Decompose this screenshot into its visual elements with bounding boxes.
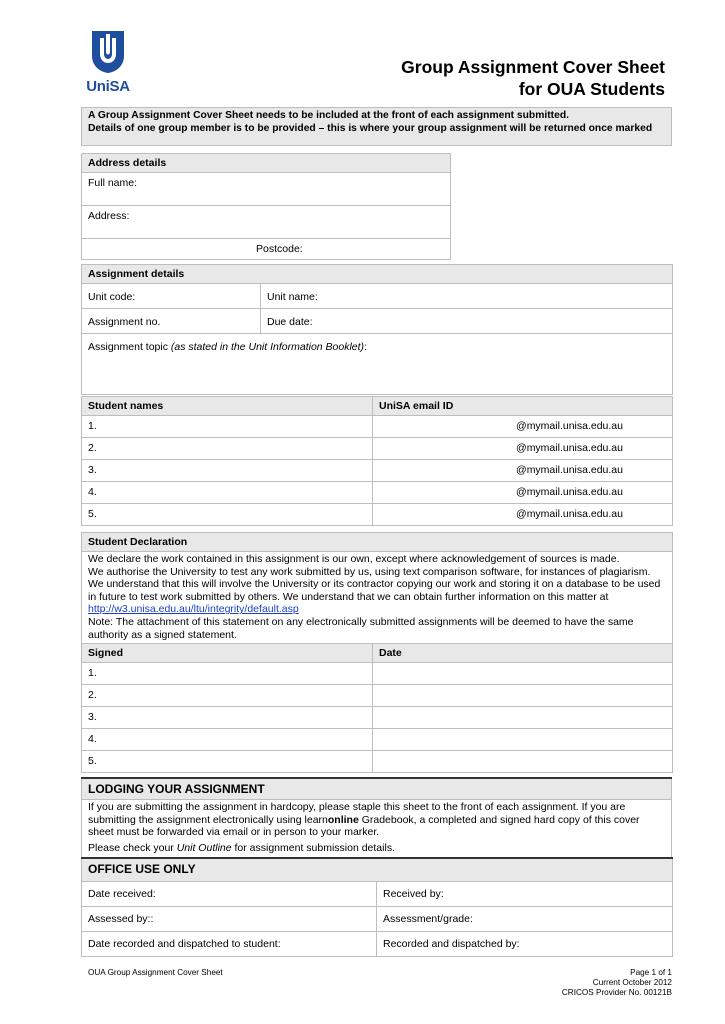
email-domain: @mymail.unisa.edu.au	[516, 442, 623, 454]
intro-box	[81, 107, 672, 146]
logo-text: UniSA	[86, 78, 130, 95]
declaration-note: Note: The attachment of this statement on any electronically submitted assignments will be deemed to have the same authority as a signed statement.	[88, 615, 634, 641]
footer-info	[562, 968, 672, 998]
signed-date-field[interactable]	[373, 751, 673, 773]
declaration-p2	[88, 566, 666, 616]
footer-page-number: Page 1 of 1	[630, 968, 672, 977]
unit-code-label: Unit code:	[88, 291, 136, 303]
integrity-link[interactable]: http://w3.unisa.edu.au/ltu/integrity/default.asp	[88, 603, 299, 616]
full-name-label: Full name:	[88, 177, 138, 189]
student-email-field[interactable]	[373, 504, 673, 526]
student-name-field[interactable]	[82, 416, 373, 438]
email-domain: @mymail.unisa.edu.au	[516, 486, 623, 498]
email-domain: @mymail.unisa.edu.au	[516, 420, 623, 432]
lodging-text	[82, 800, 672, 858]
lodging-p2-text-b: for assignment submission details.	[231, 841, 395, 854]
signed-row-number: 5.	[88, 755, 97, 768]
title-line-2: for OUA Students	[518, 79, 665, 99]
email-id-header: UniSA email ID	[373, 397, 673, 416]
lodging-p2-text-a: Please check your	[88, 841, 177, 854]
email-domain: @mymail.unisa.edu.au	[516, 508, 623, 520]
office-use-table	[81, 857, 673, 957]
signed-row-number: 1.	[88, 667, 97, 680]
unit-name-label: Unit name:	[267, 291, 318, 303]
lodging-p1-text-a: If you are submitting the assignment in hardcopy, please staple this sheet to the front of each assignment. If you are submitting the assignment electronically using learn	[88, 801, 626, 826]
assessment-grade-field[interactable]	[377, 906, 673, 931]
declaration-text	[82, 552, 673, 644]
full-name-field[interactable]	[82, 173, 451, 206]
due-date-label: Due date:	[267, 316, 313, 328]
lodging-table	[81, 777, 672, 857]
address-label: Address:	[88, 210, 130, 222]
signed-date-field[interactable]	[373, 685, 673, 707]
signature-field[interactable]	[82, 707, 373, 729]
signed-date-field[interactable]	[373, 707, 673, 729]
signed-date-field[interactable]	[373, 663, 673, 685]
assessed-by-label: Assessed by::	[88, 912, 154, 925]
declaration-p1: We declare the work contained in this assignment is our own, except where acknowledgement of sources is made.	[88, 553, 620, 565]
postcode-field[interactable]	[82, 239, 451, 260]
signed-row-number: 2.	[88, 689, 97, 702]
page-title	[401, 56, 665, 100]
assignment-no-field[interactable]	[82, 309, 261, 334]
recorded-by-field[interactable]	[377, 931, 673, 956]
signed-header: Signed	[82, 644, 373, 663]
student-email-field[interactable]	[373, 460, 673, 482]
date-recorded-label: Date recorded and dispatched to student:	[88, 937, 281, 950]
assignment-no-label: Assignment no.	[88, 316, 161, 328]
assignment-details-header: Assignment details	[82, 265, 673, 284]
due-date-field[interactable]	[261, 309, 673, 334]
unit-name-field[interactable]	[261, 284, 673, 309]
footer-document-name: OUA Group Assignment Cover Sheet	[88, 968, 223, 977]
address-details-table	[81, 153, 451, 260]
unisa-logo	[82, 30, 134, 96]
student-email-field[interactable]	[373, 416, 673, 438]
student-row-number: 5.	[88, 508, 97, 520]
intro-line-2: Details of one group member is to be provided – this is where your group assignment will be returned once marked	[88, 122, 653, 134]
unit-outline-italic: Unit Outline	[176, 841, 232, 854]
declaration-header: Student Declaration	[82, 533, 673, 552]
student-name-field[interactable]	[82, 438, 373, 460]
student-email-field[interactable]	[373, 482, 673, 504]
unisa-shield-icon	[91, 30, 125, 74]
student-names-table	[81, 396, 673, 526]
student-names-header: Student names	[82, 397, 373, 416]
lodging-p1-text-b: Gradebook, a completed and signed hard copy of this cover sheet must be forwarded via email or in person to your marker.	[88, 813, 640, 839]
unit-code-field[interactable]	[82, 284, 261, 309]
footer-cricos: CRICOS Provider No. 00121B	[561, 988, 672, 997]
student-row-number: 1.	[88, 420, 97, 432]
received-by-label: Received by:	[383, 887, 444, 900]
assessment-grade-label: Assessment/grade:	[383, 912, 473, 925]
assignment-details-table	[81, 264, 673, 395]
declaration-p2-text: We authorise the University to test any work submitted by us, using text comparison software, for instances of plagiarism. We understand that this will involve the University or its contractor copying our work and storing it on a database to be used in future to test work submitted by others. We understand that we can obtain further information on this matter at	[88, 565, 661, 603]
recorded-by-label: Recorded and dispatched by:	[383, 937, 520, 950]
student-row-number: 3.	[88, 464, 97, 476]
address-field[interactable]	[82, 206, 451, 239]
office-use-header: OFFICE USE ONLY	[82, 858, 673, 881]
assignment-topic-field[interactable]	[82, 334, 673, 395]
intro-line-1: A Group Assignment Cover Sheet needs to be included at the front of each assignment submitted.	[88, 110, 569, 121]
title-line-1: Group Assignment Cover Sheet	[401, 57, 665, 77]
lodging-p1	[88, 801, 665, 839]
email-domain: @mymail.unisa.edu.au	[516, 464, 623, 476]
assessed-by-field[interactable]	[82, 906, 377, 931]
student-name-field[interactable]	[82, 504, 373, 526]
signature-field[interactable]	[82, 685, 373, 707]
footer-current-date: Current October 2012	[592, 978, 672, 987]
date-recorded-field[interactable]	[82, 931, 377, 956]
date-received-label: Date received:	[88, 887, 156, 900]
lodging-p2	[88, 842, 665, 855]
student-email-field[interactable]	[373, 438, 673, 460]
signed-date-field[interactable]	[373, 729, 673, 751]
assignment-topic-label: Assignment topic	[88, 341, 171, 353]
assignment-topic-note: (as stated in the Unit Information Booklet)	[170, 341, 365, 353]
signature-field[interactable]	[82, 729, 373, 751]
declaration-table	[81, 532, 673, 773]
signature-field[interactable]	[82, 663, 373, 685]
lodging-header: LODGING YOUR ASSIGNMENT	[82, 778, 672, 800]
student-row-number: 2.	[88, 442, 97, 454]
assignment-topic-colon: :	[364, 341, 367, 353]
lodging-online-bold: online	[327, 813, 359, 826]
address-details-header: Address details	[82, 154, 451, 173]
postcode-label: Postcode:	[256, 243, 303, 255]
signed-row-number: 3.	[88, 711, 97, 724]
student-row-number: 4.	[88, 486, 97, 498]
received-by-field[interactable]	[377, 881, 673, 906]
student-name-field[interactable]	[82, 482, 373, 504]
signature-field[interactable]	[82, 751, 373, 773]
student-name-field[interactable]	[82, 460, 373, 482]
date-received-field[interactable]	[82, 881, 377, 906]
date-header: Date	[373, 644, 673, 663]
signed-row-number: 4.	[88, 733, 97, 746]
